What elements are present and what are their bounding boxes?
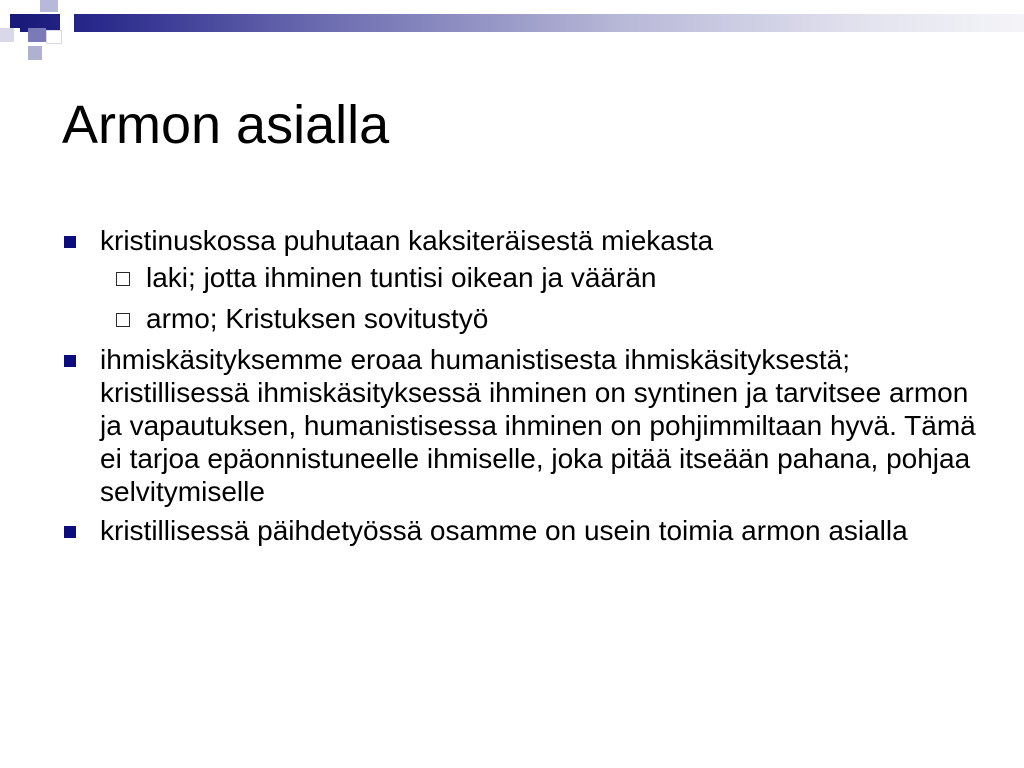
sub-bullet-list — [100, 261, 982, 335]
slide-title: Armon asialla — [62, 95, 390, 155]
sub-bullet-item — [100, 261, 982, 294]
sub-bullet-item — [100, 302, 982, 335]
bullet-item — [62, 514, 982, 547]
bullet-text: ihmiskäsityksemme eroaa humanistisesta ihmiskäsityksestä; kristillisessä ihmiskäsityksessä ihminen on syntinen ja tarvitsee armon ja vapautuksen, humanistisessa ihminen on pohjimmiltaan hyvä. Tämä ei tarjoa epäonnistuneelle ihmiselle, joka pitää itseään pahana, pohjaa selvitymiselle — [100, 344, 976, 507]
bullet-list — [62, 224, 982, 553]
square-bullet-icon — [64, 355, 76, 367]
decor-square — [40, 0, 58, 12]
decor-square — [0, 28, 14, 42]
bullet-text: kristinuskossa puhutaan kaksiteräisestä miekasta — [100, 225, 714, 256]
hollow-square-bullet-icon — [116, 272, 130, 286]
header-gradient-bar — [20, 14, 1024, 32]
hollow-square-bullet-icon — [116, 313, 130, 327]
decor-square — [10, 14, 24, 28]
decor-square — [46, 30, 62, 44]
decor-square — [0, 0, 20, 14]
square-bullet-icon — [64, 236, 76, 248]
square-bullet-icon — [64, 526, 76, 538]
decor-square — [60, 14, 74, 32]
bullet-item — [62, 343, 982, 508]
bullet-text: kristillisessä päihdetyössä osamme on usein toimia armon asialla — [100, 515, 908, 546]
bullet-item — [62, 224, 982, 335]
decor-square — [28, 28, 46, 42]
sub-bullet-text: laki; jotta ihminen tuntisi oikean ja väärän — [146, 262, 657, 293]
sub-bullet-text: armo; Kristuksen sovitustyö — [146, 303, 489, 334]
decor-square — [28, 46, 42, 60]
